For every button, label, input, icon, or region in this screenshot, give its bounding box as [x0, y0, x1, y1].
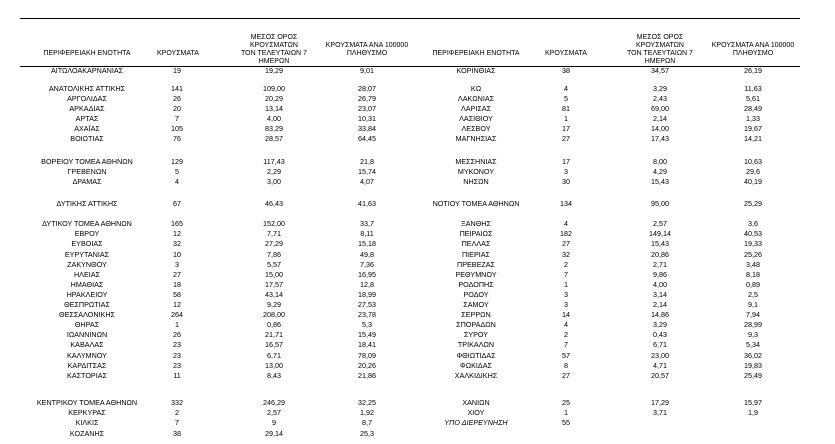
cases-cell: 264 — [171, 310, 183, 319]
avg-cell: 43,14 — [265, 290, 283, 299]
per100k-cell: 19,83 — [744, 361, 762, 370]
region-cell: ΛΑΣΙΘΙΟΥ — [459, 114, 493, 123]
per100k-cell: 26,79 — [358, 94, 376, 103]
avg-cell: 17,43 — [651, 134, 669, 143]
cases-cell: 1 — [564, 280, 568, 289]
region-cell: ΒΟΡΕΙΟΥ ΤΟΜΕΑ ΑΘΗΝΩΝ — [41, 157, 133, 166]
cases-cell: 58 — [173, 290, 181, 299]
per100k-cell: 7,36 — [360, 260, 374, 269]
region-cell: ΦΩΚΙΔΑΣ — [460, 361, 492, 370]
cases-cell: 76 — [173, 134, 181, 143]
region-cell: ΜΕΣΣΗΝΙΑΣ — [455, 157, 497, 166]
avg-cell: 2,14 — [653, 300, 667, 309]
avg-cell: 14,00 — [651, 124, 669, 133]
region-cell: ΝΟΤΙΟΥ ΤΟΜΕΑ ΑΘΗΝΩΝ — [432, 199, 520, 208]
cases-cell: 27 — [562, 371, 570, 380]
avg-cell: 83,29 — [265, 124, 283, 133]
avg-cell: 14,86 — [651, 310, 669, 319]
per100k-cell: 1,92 — [360, 408, 374, 417]
cases-cell: 19 — [173, 66, 181, 75]
per100k-cell: 15,74 — [358, 167, 376, 176]
avg-cell: 46,43 — [265, 199, 283, 208]
per100k-cell: 1,9 — [748, 408, 758, 417]
region-cell: ΛΕΣΒΟΥ — [461, 124, 491, 133]
avg-cell: 4,71 — [653, 361, 667, 370]
avg-cell: 27,29 — [265, 239, 283, 248]
per100k-cell: 36,02 — [744, 351, 762, 360]
per100k-cell: 9,1 — [748, 300, 758, 309]
per100k-cell: 19,33 — [744, 239, 762, 248]
avg-cell: 2,57 — [267, 408, 281, 417]
region-cell: ΑΧΑΪΑΣ — [74, 124, 100, 133]
avg-cell: 17,29 — [651, 398, 669, 407]
per100k-cell: 9,01 — [360, 66, 374, 75]
avg-cell: 19,29 — [265, 66, 283, 75]
region-cell: ΛΑΚΩΝΙΑΣ — [457, 94, 495, 103]
per100k-cell: 3,48 — [746, 260, 760, 269]
region-cell: ΚΟΖΑΝΗΣ — [69, 429, 105, 438]
region-cell: ΑΡΤΑΣ — [75, 114, 99, 123]
cases-cell: 1 — [564, 114, 568, 123]
cases-cell: 3 — [175, 260, 179, 269]
avg-cell: 9,86 — [653, 270, 667, 279]
cases-cell: 81 — [562, 104, 570, 113]
avg-cell: 15,43 — [651, 177, 669, 186]
left-header-cases: ΚΡΟΥΣΜΑΤΑ — [157, 50, 199, 57]
per100k-cell: 11,63 — [744, 84, 762, 93]
per100k-cell: 33,84 — [358, 124, 376, 133]
cases-cell: 23 — [173, 351, 181, 360]
right-header-per100k: ΚΡΟΥΣΜΑΤΑ ΑΝΑ 100000 ΠΛΗΘΥΣΜΟ — [711, 42, 795, 57]
avg-cell: 4,00 — [653, 280, 667, 289]
avg-cell: 3,29 — [653, 320, 667, 329]
avg-cell: 109,00 — [263, 84, 285, 93]
region-cell: ΑΡΓΟΛΙΔΑΣ — [67, 94, 107, 103]
region-cell: ΚΑΛΥΜΝΟΥ — [67, 351, 107, 360]
region-cell: ΦΘΙΩΤΙΔΑΣ — [456, 351, 496, 360]
region-cell: ΕΥΒΟΙΑΣ — [71, 239, 103, 248]
cases-cell: 38 — [562, 66, 570, 75]
region-cell: ΚΩ — [470, 84, 482, 93]
per100k-cell: 8,18 — [746, 270, 760, 279]
region-cell: ΡΕΘΥΜΝΟΥ — [455, 270, 497, 279]
per100k-cell: 25,29 — [744, 199, 762, 208]
cases-cell: 67 — [173, 199, 181, 208]
per100k-cell: 40,19 — [744, 177, 762, 186]
region-cell: ΚΑΒΑΛΑΣ — [70, 340, 104, 349]
cases-cell: 129 — [171, 157, 183, 166]
per100k-cell: 4,07 — [360, 177, 374, 186]
avg-cell: 95,00 — [651, 199, 669, 208]
per100k-cell: 23,07 — [358, 104, 376, 113]
region-cell: ΣΠΟΡΑΔΩΝ — [456, 320, 496, 329]
right-header-avg: ΜΕΣΟΣ ΟΡΟΣ ΚΡΟΥΣΜΑΤΩΝ ΤΟΝ ΤΕΛΕΥΤΑΙΩΝ 7 ΗΜΕΡΩΝ — [627, 34, 693, 65]
cases-cell: 11 — [173, 371, 181, 380]
per100k-cell: 10,63 — [744, 157, 762, 166]
region-cell: ΗΜΑΘΙΑΣ — [70, 280, 104, 289]
per100k-cell: 16,95 — [358, 270, 376, 279]
region-cell: ΡΟΔΟΠΗΣ — [458, 280, 494, 289]
per100k-cell: 1,33 — [746, 114, 760, 123]
cases-cell: 4 — [564, 219, 568, 228]
per100k-cell: 32,25 — [358, 398, 376, 407]
per100k-cell: 28,49 — [744, 104, 762, 113]
per100k-cell: 26,19 — [744, 66, 762, 75]
region-cell: ΑΝΑΤΟΛΙΚΗΣ ΑΤΤΙΚΗΣ — [48, 84, 126, 93]
cases-cell: 27 — [173, 270, 181, 279]
per100k-cell: 40,53 — [744, 229, 762, 238]
cases-cell: 3 — [564, 167, 568, 176]
per100k-cell: 25,49 — [744, 371, 762, 380]
per100k-cell: 14,21 — [744, 134, 762, 143]
region-cell: ΔΥΤΙΚΟΥ ΤΟΜΕΑ ΑΘΗΝΩΝ — [42, 219, 132, 228]
right-header-cases: ΚΡΟΥΣΜΑΤΑ — [545, 50, 587, 57]
cases-cell: 17 — [562, 124, 570, 133]
avg-cell: 15,00 — [265, 270, 283, 279]
region-cell: ΡΟΔΟΥ — [463, 290, 489, 299]
avg-cell: 13,14 — [265, 104, 283, 113]
per100k-cell: 21,86 — [358, 371, 376, 380]
cases-cell: 165 — [171, 219, 183, 228]
per100k-cell: 10,31 — [358, 114, 376, 123]
cases-cell: 7 — [175, 418, 179, 427]
per100k-cell: 29,6 — [746, 167, 760, 176]
cases-cell: 332 — [171, 398, 183, 407]
per100k-cell: 15,18 — [358, 239, 376, 248]
per100k-cell: 5,3 — [362, 320, 372, 329]
region-cell: ΚΙΛΚΙΣ — [75, 418, 99, 427]
per100k-cell: 20,26 — [358, 361, 376, 370]
region-cell: ΙΩΑΝΝΙΝΩΝ — [66, 330, 108, 339]
per100k-cell: 41,63 — [358, 199, 376, 208]
region-cell: ΧΑΝΙΩΝ — [462, 398, 490, 407]
per100k-cell: 78,09 — [358, 351, 376, 360]
cases-cell: 20 — [173, 104, 181, 113]
region-cell: ΛΑΡΙΣΑΣ — [460, 104, 492, 113]
avg-cell: 0,86 — [267, 320, 281, 329]
cases-cell: 5 — [175, 167, 179, 176]
avg-cell: 2,71 — [653, 260, 667, 269]
cases-cell: 1 — [564, 408, 568, 417]
left-header-per100k: ΚΡΟΥΣΜΑΤΑ ΑΝΑ 100000 ΠΛΗΘΥΣΜΟ — [325, 42, 409, 57]
per100k-cell: 12,8 — [360, 280, 374, 289]
per100k-cell: 23,78 — [358, 310, 376, 319]
region-cell: ΘΕΣΠΡΩΤΙΑΣ — [64, 300, 110, 309]
cases-cell: 182 — [560, 229, 572, 238]
per100k-cell: 7,94 — [746, 310, 760, 319]
region-cell: ΕΒΡΟΥ — [74, 229, 100, 238]
left-header-region: ΠΕΡΙΦΕΡΕΙΑΚΗ ΕΝΟΤΗΤΑ — [43, 50, 131, 57]
region-cell: ΒΟΙΩΤΙΑΣ — [70, 134, 104, 143]
avg-cell: 6,71 — [267, 351, 281, 360]
cases-cell: 1 — [175, 320, 179, 329]
avg-cell: 16,57 — [265, 340, 283, 349]
region-cell: ΚΑΣΤΟΡΙΑΣ — [67, 371, 107, 380]
cases-cell: 23 — [173, 340, 181, 349]
region-cell: ΗΡΑΚΛΕΙΟΥ — [66, 290, 108, 299]
cases-cell: 7 — [175, 114, 179, 123]
region-cell: ΤΡΙΚΑΛΩΝ — [457, 340, 495, 349]
per100k-cell: 9,3 — [748, 330, 758, 339]
cases-cell: 12 — [173, 229, 181, 238]
avg-cell: 23,00 — [651, 351, 669, 360]
cases-cell: 10 — [173, 250, 181, 259]
cases-cell: 4 — [564, 84, 568, 93]
avg-cell: 20,86 — [651, 250, 669, 259]
region-cell: ΑΡΚΑΔΙΑΣ — [69, 104, 105, 113]
avg-cell: 117,43 — [263, 157, 285, 166]
avg-cell: 20,57 — [651, 371, 669, 380]
cases-cell: 32 — [173, 239, 181, 248]
region-cell: ΘΗΡΑΣ — [74, 320, 100, 329]
per100k-cell: 15,49 — [358, 330, 376, 339]
cases-cell: 27 — [562, 134, 570, 143]
cases-cell: 57 — [562, 351, 570, 360]
cases-cell: 26 — [173, 330, 181, 339]
cases-cell: 26 — [173, 94, 181, 103]
region-cell: ΚΕΡΚΥΡΑΣ — [68, 408, 106, 417]
per100k-cell: 5,61 — [746, 94, 760, 103]
per100k-cell: 25,3 — [360, 429, 374, 438]
per100k-cell: 8,11 — [360, 229, 374, 238]
cases-cell: 2 — [564, 260, 568, 269]
avg-cell: 5,57 — [267, 260, 281, 269]
cases-cell: 55 — [562, 418, 570, 427]
region-cell: ΗΛΕΙΑΣ — [73, 270, 101, 279]
cases-cell: 32 — [562, 250, 570, 259]
avg-cell: 9 — [272, 418, 276, 427]
avg-cell: 28,57 — [265, 134, 283, 143]
region-cell: ΕΥΡΥΤΑΝΙΑΣ — [64, 250, 110, 259]
cases-cell: 4 — [564, 320, 568, 329]
cases-cell: 18 — [173, 280, 181, 289]
avg-cell: 9,29 — [267, 300, 281, 309]
cases-cell: 134 — [560, 199, 572, 208]
avg-cell: 2,14 — [653, 114, 667, 123]
cases-cell: 3 — [564, 300, 568, 309]
avg-cell: 3,00 — [267, 177, 281, 186]
region-cell: ΚΟΡΙΝΘΙΑΣ — [456, 66, 496, 75]
region-cell: ΔΡΑΜΑΣ — [72, 177, 102, 186]
cases-cell: 23 — [173, 361, 181, 370]
cases-cell: 30 — [562, 177, 570, 186]
cases-cell: 8 — [564, 361, 568, 370]
region-cell: ΔΥΤΙΚΗΣ ΑΤΤΙΚΗΣ — [56, 199, 118, 208]
cases-cell: 27 — [562, 239, 570, 248]
avg-cell: 3,29 — [653, 84, 667, 93]
region-cell: ΑΙΤΩΛΟΑΚΑΡΝΑΝΙΑΣ — [50, 66, 124, 75]
avg-cell: 7,86 — [267, 250, 281, 259]
per100k-cell: 19,67 — [744, 124, 762, 133]
cases-cell: 2 — [564, 330, 568, 339]
region-cell: ΠΡΕΒΕΖΑΣ — [457, 260, 495, 269]
cases-cell: 2 — [175, 408, 179, 417]
avg-cell: 152,00 — [263, 219, 285, 228]
per100k-cell: 3,6 — [748, 219, 758, 228]
per100k-cell: 2,5 — [748, 290, 758, 299]
right-header-region: ΠΕΡΙΦΕΡΕΙΑΚΗ ΕΝΟΤΗΤΑ — [432, 50, 520, 57]
per100k-cell: 5,34 — [746, 340, 760, 349]
avg-cell: 13,00 — [265, 361, 283, 370]
cases-cell: 7 — [564, 270, 568, 279]
avg-cell: 4,00 — [267, 114, 281, 123]
avg-cell: 20,29 — [265, 94, 283, 103]
region-cell: ΘΕΣΣΑΛΟΝΙΚΗΣ — [59, 310, 115, 319]
region-cell: ΣΥΡΟΥ — [463, 330, 489, 339]
region-cell: ΠΕΛΛΑΣ — [461, 239, 491, 248]
per100k-cell: 25,26 — [744, 250, 762, 259]
region-cell: ΧΙΟΥ — [467, 408, 485, 417]
region-cell: ΚΕΝΤΡΙΚΟΥ ΤΟΜΕΑ ΑΘΗΝΩΝ — [36, 398, 138, 407]
avg-cell: 8,00 — [653, 157, 667, 166]
region-cell: ΜΑΓΝΗΣΙΑΣ — [455, 134, 497, 143]
per100k-cell: 8,7 — [362, 418, 372, 427]
region-cell: ΚΑΡΔΙΤΣΑΣ — [67, 361, 107, 370]
cases-cell: 5 — [564, 94, 568, 103]
per100k-cell: 49,8 — [360, 250, 374, 259]
avg-cell: 34,57 — [651, 66, 669, 75]
left-header-avg: ΜΕΣΟΣ ΟΡΟΣ ΚΡΟΥΣΜΑΤΩΝ ΤΟΝ ΤΕΛΕΥΤΑΙΩΝ 7 ΗΜΕΡΩΝ — [241, 34, 307, 65]
avg-cell: 7,71 — [267, 229, 281, 238]
per100k-cell: 15,97 — [744, 398, 762, 407]
avg-cell: 208,00 — [263, 310, 285, 319]
region-cell: ΣΑΜΟΥ — [463, 300, 489, 309]
avg-cell: 4,29 — [653, 167, 667, 176]
cases-cell: 7 — [564, 340, 568, 349]
cases-cell: 3 — [564, 290, 568, 299]
cases-cell: 141 — [171, 84, 183, 93]
per100k-cell: 28,07 — [358, 84, 376, 93]
cases-cell: 4 — [175, 177, 179, 186]
region-cell: ΓΡΕΒΕΝΩΝ — [67, 167, 107, 176]
avg-cell: 2,43 — [653, 94, 667, 103]
region-cell: ΜΥΚΟΝΟΥ — [457, 167, 495, 176]
avg-cell: 15,43 — [651, 239, 669, 248]
region-cell: ΠΙΕΡΙΑΣ — [461, 250, 490, 259]
cases-cell: 38 — [173, 429, 181, 438]
region-cell: ΞΑΝΘΗΣ — [461, 219, 491, 228]
region-cell: ΧΑΛΚΙΔΙΚΗΣ — [454, 371, 498, 380]
cases-cell: 17 — [562, 157, 570, 166]
per100k-cell: 27,53 — [358, 300, 376, 309]
avg-cell: 21,71 — [265, 330, 283, 339]
region-cell: ΝΗΣΩΝ — [463, 177, 489, 186]
per100k-cell: 28,99 — [744, 320, 762, 329]
top-rule — [20, 18, 800, 19]
per100k-cell: 18,99 — [358, 290, 376, 299]
avg-cell: 0,43 — [653, 330, 667, 339]
avg-cell: 3,14 — [653, 290, 667, 299]
avg-cell: 6,71 — [653, 340, 667, 349]
avg-cell: 246,29 — [263, 398, 285, 407]
per100k-cell: 64,45 — [358, 134, 376, 143]
cases-cell: 105 — [171, 124, 183, 133]
avg-cell: 8,43 — [267, 371, 281, 380]
avg-cell: 149,14 — [649, 229, 671, 238]
region-cell: ΖΑΚΥΝΘΟΥ — [67, 260, 107, 269]
region-cell: ΥΠΟ ΔΙΕΡΕΥΝΗΣΗ — [444, 418, 508, 427]
per100k-cell: 33,7 — [360, 219, 374, 228]
avg-cell: 3,71 — [653, 408, 667, 417]
avg-cell: 2,57 — [653, 219, 667, 228]
cases-cell: 25 — [562, 398, 570, 407]
avg-cell: 17,57 — [265, 280, 283, 289]
per100k-cell: 0,89 — [746, 280, 760, 289]
per100k-cell: 21,8 — [360, 157, 374, 166]
region-cell: ΠΕΙΡΑΙΩΣ — [459, 229, 493, 238]
avg-cell: 29,14 — [265, 429, 283, 438]
cases-cell: 14 — [562, 310, 570, 319]
avg-cell: 2,29 — [267, 167, 281, 176]
avg-cell: 69,00 — [651, 104, 669, 113]
region-cell: ΣΕΡΡΩΝ — [461, 310, 491, 319]
per100k-cell: 18,41 — [358, 340, 376, 349]
cases-cell: 12 — [173, 300, 181, 309]
